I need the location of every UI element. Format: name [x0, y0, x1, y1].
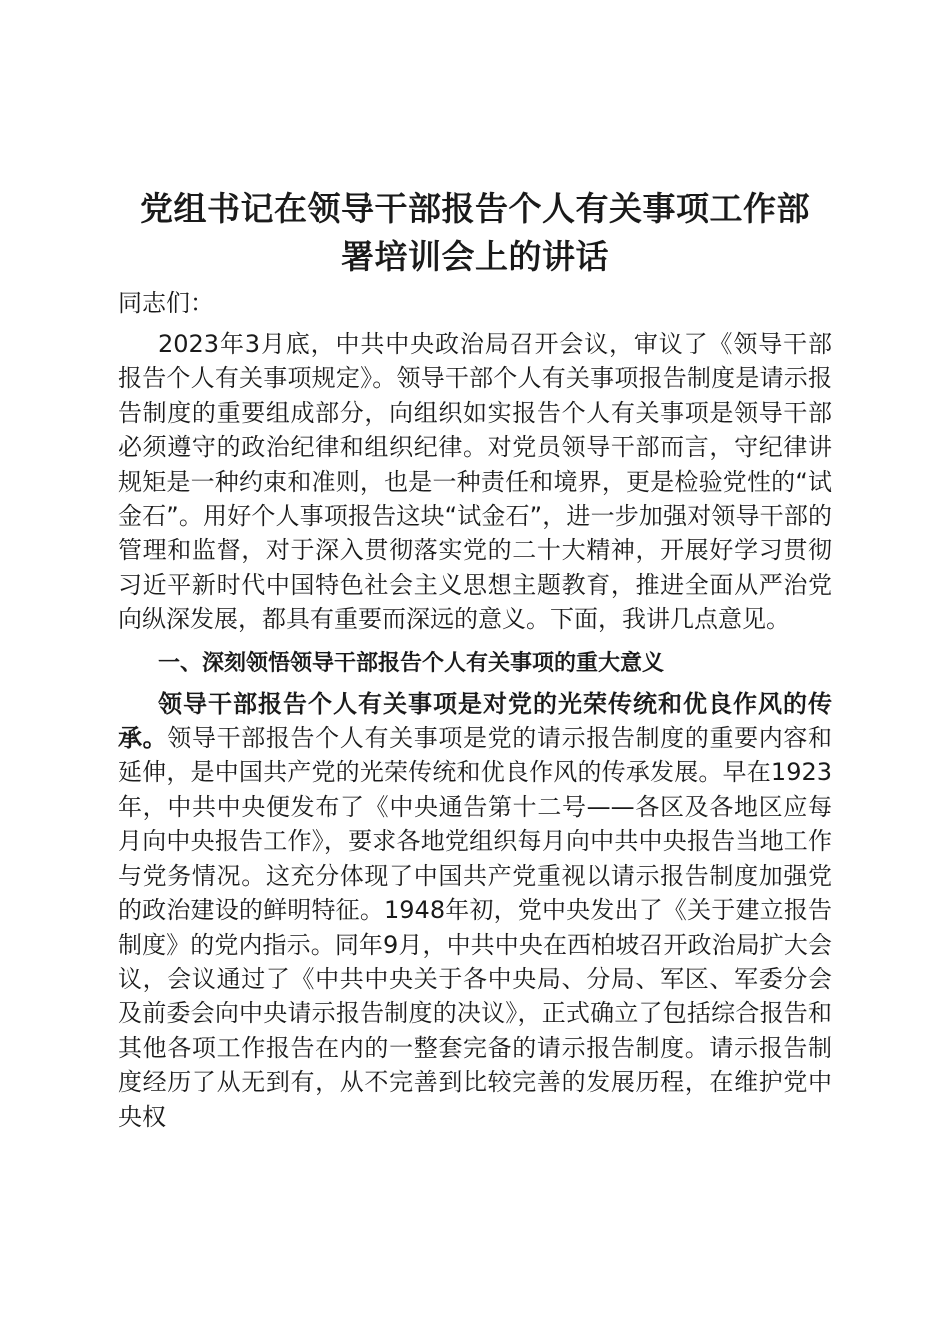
section-1-body-text: 领导干部报告个人有关事项是党的请示报告制度的重要内容和延伸，是中国共产党的光荣传统和优良作风的传承发展。早在1923年，中共中央便发布了《中央通告第十二号——各区及各地区应每月向中央报告工作》，要求各地党组织每月向中共中央报告当地工作与党务情况。这充分体现了中国共产党重视以请示报告制度加强党的政治建设的鲜明特征。1948年初，党中央发出了《关于建立报告制度》的党内指示。同年9月，中共中央在西柏坡召开政治局扩大会议，会议通过了《中共中央关于各中央局、分局、军区、军委分会及前委会向中央请示报告制度的决议》，正式确立了包括综合报告和其他各项工作报告在内的一整套完备的请示报告制度。请示报告制度经历了从无到有，从不完善到比较完善的发展历程，在维护党中央权 — [118, 724, 833, 1131]
title-line-1: 党组书记在领导干部报告个人有关事项工作部 — [140, 189, 810, 228]
title-line-2: 署培训会上的讲话 — [341, 237, 609, 276]
document-title — [118, 185, 832, 281]
document-page — [118, 185, 832, 1134]
section-1-paragraph — [118, 687, 832, 1134]
salutation: 同志们： — [118, 289, 214, 317]
section-1-heading: 一、深刻领悟领导干部报告个人有关事项的重大意义 — [158, 650, 665, 676]
intro-paragraph: 2023年3月底，中共中央政治局召开会议，审议了《领导干部报告个人有关事项规定》。领导干部个人有关事项报告制度是请示报告制度的重要组成部分，向组织如实报告个人有关事项是领导干部必须遵守的政治纪律和组织纪律。对党员领导干部而言，守纪律讲规矩是一种约束和准则，也是一种责任和境界，更是检验党性的“试金石”。用好个人事项报告这块“试金石”，进一步加强对领导干部的管理和监督，对于深入贯彻落实党的二十大精神，开展好学习贯彻习近平新时代中国特色社会主义思想主题教育，推进全面从严治党向纵深发展，都具有重要而深远的意义。下面，我讲几点意见。 — [118, 330, 832, 634]
section-1-lead-sentence: 领导干部报告个人有关事项是对党的光荣传统和优良作风的传承。 — [118, 689, 832, 753]
